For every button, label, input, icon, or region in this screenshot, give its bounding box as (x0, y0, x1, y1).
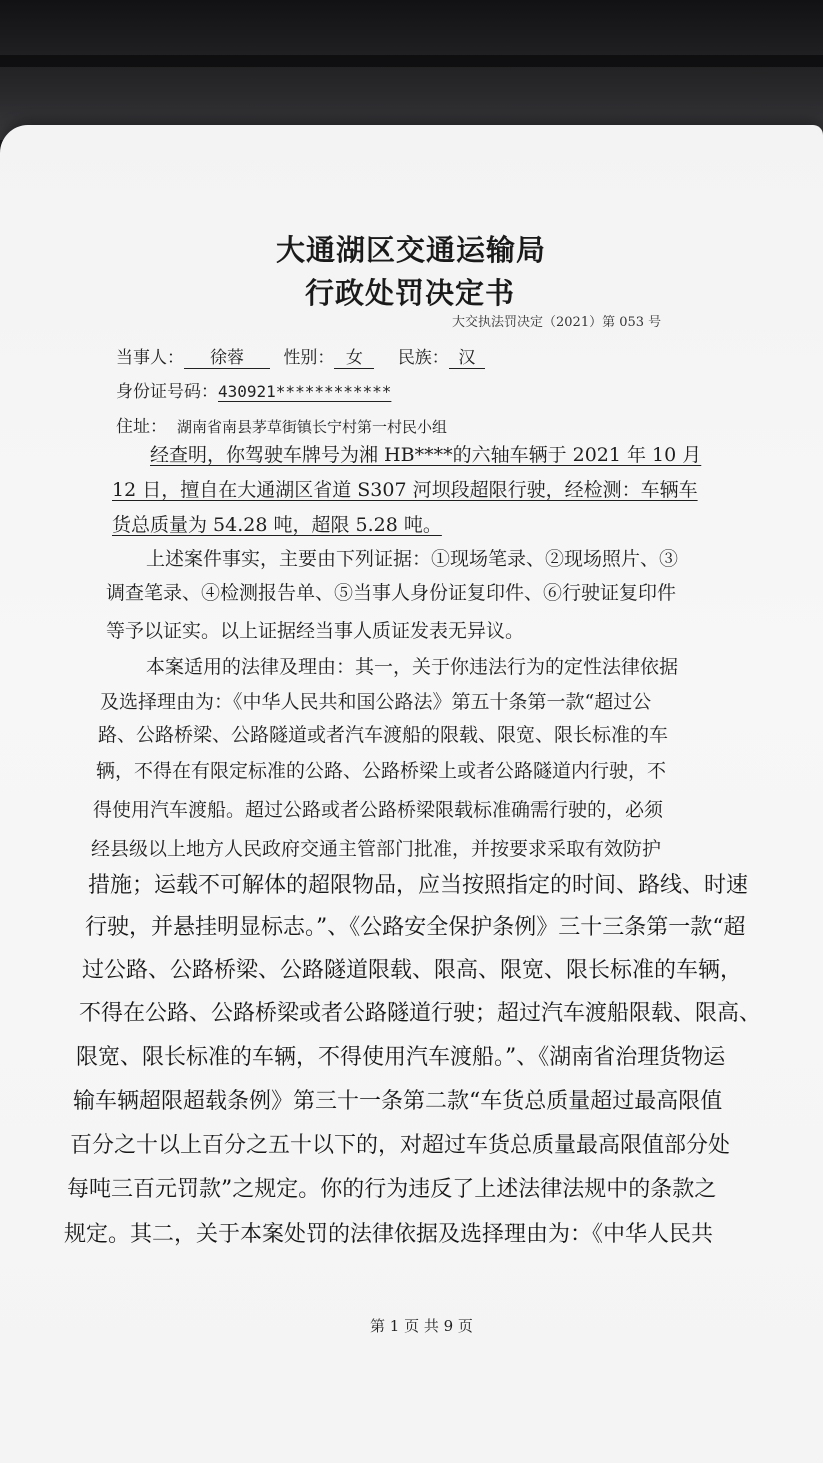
law-line: 每吨三百元罚款”之规定。你的行为违反了上述法律法规中的条款之 (67, 1177, 717, 1202)
address-value: 湖南省南县茅草街镇长宁村第一村民小组 (177, 418, 448, 436)
facts-line: 货总质量为 54.28 吨，超限 5.28 吨。 (112, 514, 442, 536)
address-row (116, 412, 447, 437)
page-number: 第 1 页 共 9 页 (370, 1317, 473, 1335)
law-line: 过公路、公路桥梁、公路隧道限载、限高、限宽、限长标准的车辆， (82, 958, 743, 983)
desk-edge (0, 55, 823, 67)
evidence-line: 调查笔录、④检测报告单、⑤当事人身份证复印件、⑥行驶证复印件 (106, 582, 677, 604)
facts-line: 12 日，擅自在大通湖区省道 S307 河坝段超限行驶，经检测：车辆车 (112, 479, 698, 501)
party-label: 当事人： (116, 348, 184, 368)
law-line: 及选择理由为：《中华人民共和国公路法》第五十条第一款“超过公 (100, 691, 652, 713)
document-title-line1: 大通湖区交通运输局 (276, 233, 547, 267)
document-number: 大交执法罚决定（2021）第 053 号 (452, 315, 662, 330)
ethnicity-label: 民族： (397, 348, 449, 368)
gender-label: 性别： (283, 348, 335, 368)
desk-background (0, 0, 823, 140)
law-line: 辆，不得在有限定标准的公路、公路桥梁上或者公路隧道内行驶，不 (96, 760, 667, 782)
evidence-line: 上述案件事实，主要由下列证据：①现场笔录、②现场照片、③ (146, 548, 679, 570)
law-line: 经县级以上地方人民政府交通主管部门批准，并按要求采取有效防护 (91, 838, 662, 860)
id-number: 430921************ (218, 382, 392, 401)
law-line: 输车辆超限超载条例》第三十一条第二款“车货总质量超过最高限值 (73, 1089, 723, 1114)
law-line: 得使用汽车渡船。超过公路或者公路桥梁限载标准确需行驶的，必须 (93, 799, 664, 821)
id-label: 身份证号码： (116, 382, 218, 402)
document-page (0, 125, 823, 1463)
id-row (116, 377, 391, 402)
gender-value: 女 (334, 343, 374, 369)
law-line: 限宽、限长标准的车辆，不得使用汽车渡船。”、《湖南省治理货物运 (76, 1045, 726, 1070)
law-line: 百分之十以上百分之五十以下的，对超过车货总质量最高限值部分处 (70, 1133, 731, 1158)
evidence-line: 等予以证实。以上证据经当事人质证发表无异议。 (106, 620, 525, 642)
party-name: 徐蓉 (184, 343, 270, 369)
ethnicity-value: 汉 (449, 343, 485, 369)
law-line: 措施；运载不可解体的超限物品，应当按照指定的时间、路线、时速 (88, 873, 749, 898)
facts-line: 经查明，你驾驶车牌号为湘 HB****的六轴车辆于 2021 年 10 月 (150, 444, 702, 466)
law-line: 路、公路桥梁、公路隧道或者汽车渡船的限载、限宽、限长标准的车 (98, 724, 669, 746)
law-line: 规定。其二，关于本案处罚的法律依据及选择理由为：《中华人民共 (64, 1222, 714, 1247)
document-title-line2: 行政处罚决定书 (305, 276, 516, 310)
law-line: 本案适用的法律及理由：其一，关于你违法行为的定性法律依据 (146, 656, 679, 678)
law-line: 不得在公路、公路桥梁或者公路隧道行驶；超过汽车渡船限载、限高、 (79, 1001, 762, 1026)
law-line: 行驶，并悬挂明显标志。”、《公路安全保护条例》三十三条第一款“超 (85, 915, 746, 940)
address-label: 住址： (116, 417, 167, 437)
party-row (116, 343, 485, 369)
